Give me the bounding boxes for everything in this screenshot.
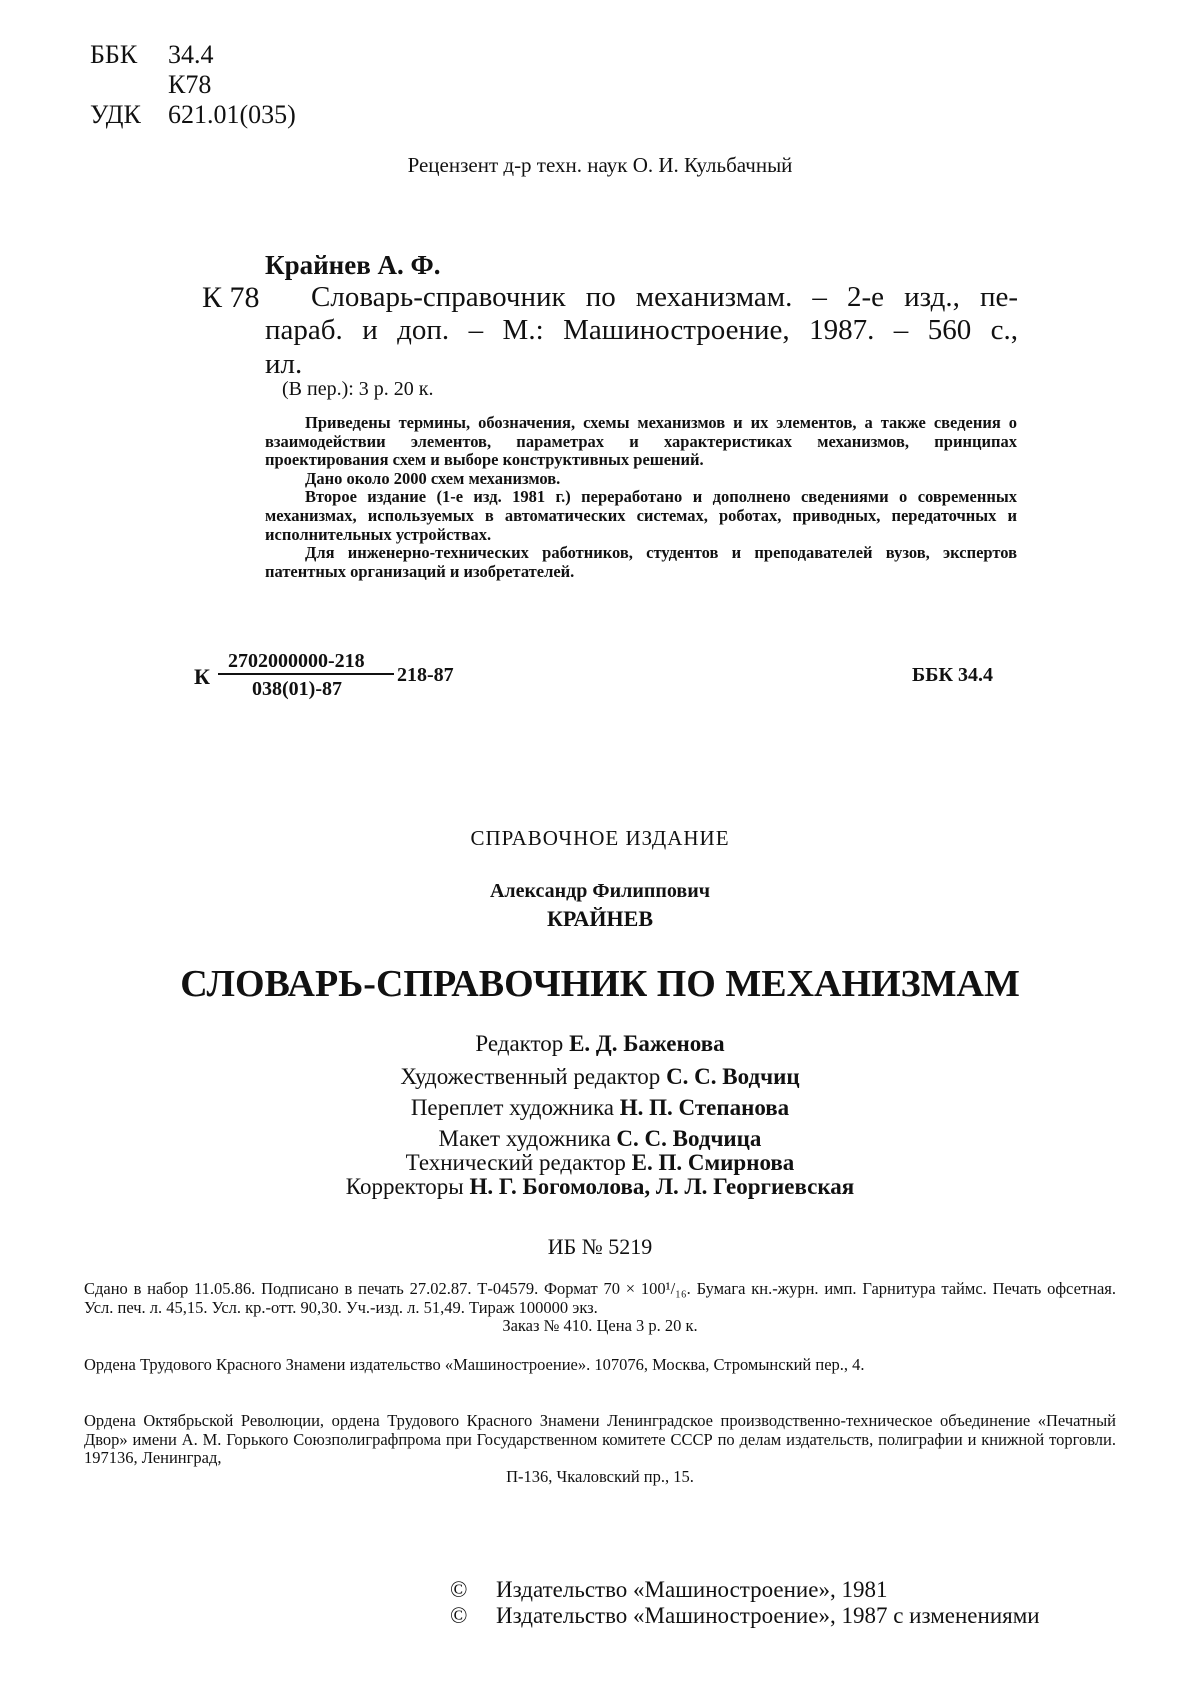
imprint-publisher: Ордена Трудового Красного Знамени издательство «Машиностроение». 107076, Москва, Стромынский пер., 4. xyxy=(84,1355,865,1374)
ib-number: ИБ № 5219 xyxy=(547,1234,653,1259)
credit-line xyxy=(0,1095,1200,1121)
credit-role: Переплет художника xyxy=(410,1095,614,1120)
bbk-label: ББК xyxy=(90,40,138,69)
imprint-publisher-block xyxy=(84,1356,1116,1375)
entry-mark: К 78 xyxy=(202,281,260,314)
bbk-code: 34.4 xyxy=(168,40,214,69)
credit-role: Редактор xyxy=(475,1031,564,1056)
imprint-printer-block xyxy=(84,1412,1116,1486)
index-bbk: ББК 34.4 xyxy=(912,664,993,686)
credit-role: Макет художника xyxy=(438,1126,611,1151)
credit-name: С. С. Водчиц xyxy=(666,1064,800,1089)
copyright-icon: © xyxy=(450,1603,468,1628)
udk-code: 621.01(035) xyxy=(168,100,296,129)
copyright-line xyxy=(450,1603,1040,1629)
summary-paragraph: Второе издание (1-е изд. 1981 г.) переработано и дополнено сведениями о современных механизмах, используемых в автоматических системах, роботах, приводных, передаточных и исполнительных устройствах. xyxy=(265,487,1017,544)
credit-line xyxy=(0,1174,1200,1200)
credit-line xyxy=(0,1064,1200,1090)
credit-line xyxy=(0,1150,1200,1176)
credit-name: Е. Д. Баженова xyxy=(569,1031,725,1056)
bbk-line xyxy=(90,40,214,70)
credit-line xyxy=(0,1031,1200,1057)
udk-line xyxy=(90,100,296,130)
credit-name: Н. Г. Богомолова, Л. Л. Георгиевская xyxy=(469,1174,855,1199)
imprint-order: Заказ № 410. Цена 3 р. 20 к. xyxy=(502,1316,698,1335)
fraction-bar xyxy=(218,673,394,675)
entry-line-2: параб. и доп. – М.: Машиностроение, 1987. – 560 с., xyxy=(265,314,1018,346)
imprint-printer: Ордена Октябрьской Революции, ордена Трудового Красного Знамени Ленинградское производственно-техническое объединение «Печатный Двор» имени А. М. Горького Союзполиграфпрома при Государственном комитете СССР по делам издательств, полиграфии и книжной торговли. 197136, Ленинград, xyxy=(84,1411,1116,1467)
credit-role: Художественный редактор xyxy=(400,1064,661,1089)
index-denominator: 038(01)-87 xyxy=(252,678,342,700)
entry-line-3: ил. xyxy=(265,348,303,380)
imprint-printing: Сдано в набор 11.05.86. Подписано в печать 27.02.87. Т-04579. Формат 70 × 100¹/₁₆. Бумага кн.-журн. имп. Гарнитура таймс. Печать офсетная. Усл. печ. л. 45,15. Усл. кр.-отт. 90,30. Уч.-изд. л. 51,49. Тираж 100000 экз. xyxy=(84,1279,1116,1317)
entry-line-1: Словарь-справочник по механизмам. – 2-е изд., пе- xyxy=(311,281,1018,313)
book-title: СЛОВАРЬ-СПРАВОЧНИК ПО МЕХАНИЗМАМ xyxy=(180,963,1020,1005)
edition-type: СПРАВОЧНОЕ ИЗДАНИЕ xyxy=(470,826,730,850)
index-numerator: 2702000000-218 xyxy=(228,650,365,672)
imprint-printing-block xyxy=(84,1280,1116,1336)
credit-line xyxy=(0,1126,1200,1152)
credit-name: Е. П. Смирнова xyxy=(631,1150,795,1175)
author-name: Александр Филиппович xyxy=(489,880,711,902)
entry-author: Крайнев А. Ф. xyxy=(265,250,441,280)
reviewer: Рецензент д-р техн. наук О. И. Кульбачный xyxy=(407,153,793,177)
index-suffix: 218-87 xyxy=(397,664,454,686)
imprint-printer-address: П-136, Чкаловский пр., 15. xyxy=(506,1466,694,1486)
copyright-text: Издательство «Машиностроение», 1987 с изменениями xyxy=(496,1603,1040,1628)
summary-paragraph: Приведены термины, обозначения, схемы механизмов и их элементов, а также сведения о взаимодействии элементов, параметрах и характеристиках механизмов, принципах проектирования схем и выборе конструктивных решений. xyxy=(265,413,1017,470)
author-surname: КРАЙНЕВ xyxy=(546,906,654,931)
copyright-text: Издательство «Машиностроение», 1981 xyxy=(496,1577,888,1602)
author-mark: К78 xyxy=(168,70,212,99)
credit-role: Корректоры xyxy=(345,1174,464,1199)
summary-paragraph: Для инженерно-технических работников, студентов и преподавателей вузов, экспертов патентных организаций и изобретателей. xyxy=(265,543,1017,581)
udk-label: УДК xyxy=(90,100,141,129)
copyright-line xyxy=(450,1577,887,1603)
credit-role: Технический редактор xyxy=(405,1150,626,1175)
entry-summary xyxy=(265,414,1017,581)
summary-paragraph: Дано около 2000 схем механизмов. xyxy=(305,468,561,488)
entry-price: (В пер.): 3 р. 20 к. xyxy=(282,378,434,400)
credit-name: Н. П. Степанова xyxy=(619,1095,790,1120)
credit-name: С. С. Водчица xyxy=(616,1126,762,1151)
copyright-icon: © xyxy=(450,1577,468,1602)
index-letter: К xyxy=(194,664,210,689)
